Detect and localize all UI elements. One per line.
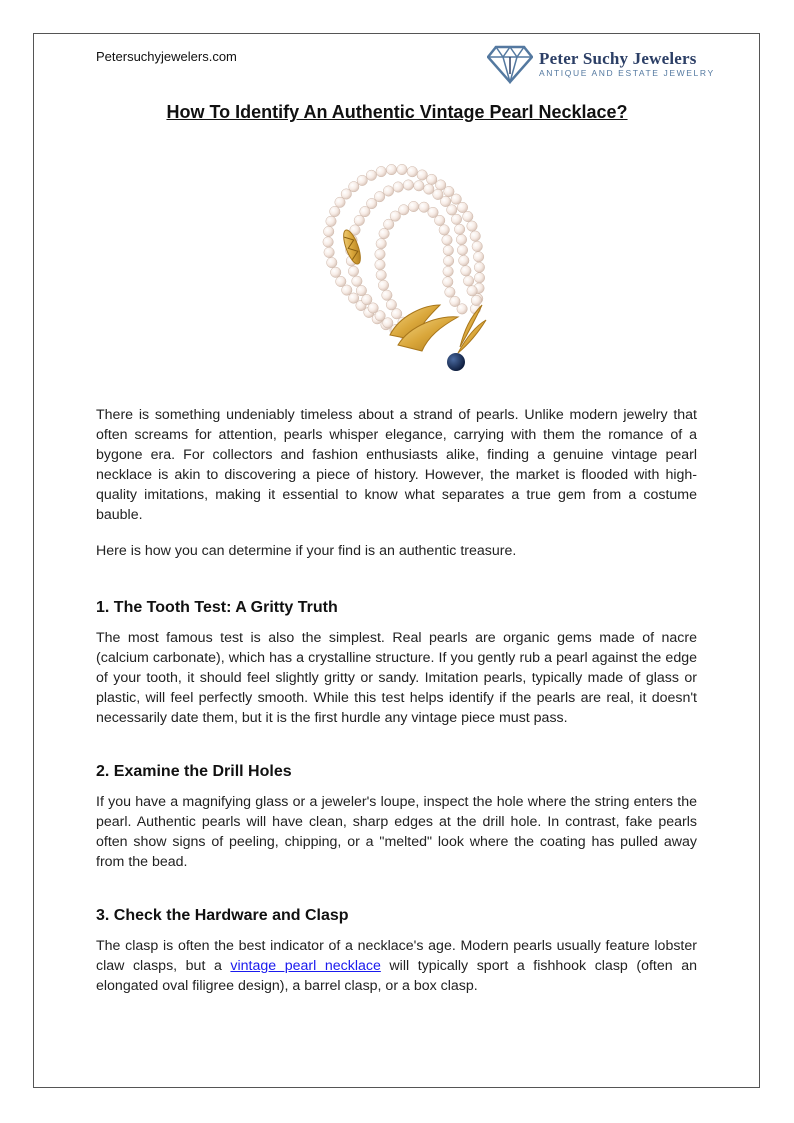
pearl-bead <box>326 216 336 226</box>
pearl-bead <box>390 211 400 221</box>
pearl-bead <box>366 170 376 180</box>
pearl-bead <box>439 225 449 235</box>
site-name: Petersuchyjewelers.com <box>96 49 237 64</box>
pearl-bead <box>427 174 437 184</box>
pearl-bead <box>383 186 393 196</box>
pearl-bead <box>331 267 341 277</box>
pearl-bead <box>461 266 471 276</box>
logo-tagline: ANTIQUE AND ESTATE JEWELRY <box>539 68 715 78</box>
pearl-bead <box>324 226 334 236</box>
section-heading-1: 1. The Tooth Test: A Gritty Truth <box>96 599 338 616</box>
logo-name: Peter Suchy Jewelers <box>539 49 697 68</box>
section-heading-2: 2. Examine the Drill Holes <box>96 763 292 780</box>
pearl-bead <box>357 175 367 185</box>
section-body-3 <box>96 936 697 996</box>
sapphire-stone <box>447 353 465 371</box>
pearl-bead <box>368 303 378 313</box>
pearl-bead <box>445 287 455 297</box>
pearl-bead <box>374 192 384 202</box>
pearl-bead <box>440 196 450 206</box>
vintage-pearl-necklace-link[interactable]: vintage pearl necklace <box>230 958 381 974</box>
pearl-bead <box>451 214 461 224</box>
pearl-bead <box>356 285 366 295</box>
pearl-bead <box>327 257 337 267</box>
pearl-bead <box>435 215 445 225</box>
pearl-bead <box>382 290 392 300</box>
section-body-3-start: The clasp is often the best indicator of a necklace's age. Modern pearls usually feature lobster claw clasps, but a <box>96 938 697 974</box>
pearl-bead <box>362 294 372 304</box>
brand-logo[interactable] <box>487 44 715 86</box>
pearl-bead <box>386 300 396 310</box>
pearl-bead <box>443 245 453 255</box>
pearl-bead <box>474 262 484 272</box>
pearl-bead <box>419 202 429 212</box>
pearl-bead <box>414 181 424 191</box>
section-body-1: The most famous test is also the simplest. Real pearls are organic gems made of nacre (calcium carbonate), which has a crystalline structure. If you gently rub a pearl against the edge of your tooth, it should feel slightly gritty or sandy. Imitation pearls, typically made of glass or plastic, will feel perfectly smooth. While this test helps identify if the pearls are real, it doesn't necessarily date them, but it is the first hurdle any vintage piece must pass. <box>96 630 697 726</box>
pearl-bead <box>324 247 334 257</box>
pearl-bead <box>443 266 453 276</box>
pearl-bead <box>473 252 483 262</box>
diamond-logo-icon <box>487 44 533 84</box>
pearl-bead <box>463 211 473 221</box>
intro-paragraph: There is something undeniably timeless about a strand of pearls. Unlike modern jewelry that often screams for attention, pearls whisper elegance, carrying with them the romance of a bygone era. For collectors and fashion enthusiasts alike, finding a genuine vintage pearl necklace is akin to discovering a piece of history. However, the market is flooded with high-quality imitations, making it essential to know what separates a true gem from a costume bauble. <box>96 407 697 523</box>
pearl-bead <box>457 304 467 314</box>
pearl-bead <box>474 273 484 283</box>
pearl-bead <box>447 205 457 215</box>
pearl-bead <box>386 164 396 174</box>
pearl-bead <box>354 215 364 225</box>
pearl-bead <box>397 164 407 174</box>
page-title: How To Identify An Authentic Vintage Pearl Necklace? <box>166 102 628 122</box>
pearl-bead <box>463 276 473 286</box>
pearl-bead <box>378 280 388 290</box>
pearl-bead <box>408 201 418 211</box>
pearl-bead <box>407 167 417 177</box>
section-body-3-end: will typically sport a fishhook clasp (often an elongated oval filigree design), a barrel clasp, or a box clasp. <box>96 958 698 994</box>
section-body-2: If you have a magnifying glass or a jeweler's loupe, inspect the hole where the string enters the pearl. Authentic pearls will have clean, sharp edges at the drill hole. In contrast, fake pearls often show signs of peeling, chipping, or a "melted" look where the coating has pulled away from the bead. <box>96 794 697 870</box>
section-heading-3: 3. Check the Hardware and Clasp <box>96 907 349 924</box>
pearl-bead <box>459 255 469 265</box>
pearl-bead <box>417 170 427 180</box>
pearl-bead <box>376 239 386 249</box>
pearl-bead <box>348 266 358 276</box>
pearl-bead <box>375 249 385 259</box>
pearl-bead <box>456 234 466 244</box>
pearl-bead <box>330 206 340 216</box>
pearl-bead <box>393 182 403 192</box>
pearl-bead <box>442 235 452 245</box>
pearl-bead <box>392 309 402 319</box>
pearl-bead <box>472 241 482 251</box>
pearl-necklace-image <box>290 155 510 385</box>
pearl-bead <box>467 286 477 296</box>
pearl-bead <box>443 256 453 266</box>
pearl-bead <box>467 221 477 231</box>
pearl-bead <box>352 276 362 286</box>
pearl-bead <box>470 231 480 241</box>
pearl-bead <box>443 277 453 287</box>
pearl-bead <box>323 237 333 247</box>
pearl-bead <box>454 224 464 234</box>
pearl-bead <box>471 295 481 305</box>
pearl-bead <box>399 205 409 215</box>
pearl-bead <box>336 276 346 286</box>
pearl-bead <box>342 285 352 295</box>
pearl-bead <box>375 260 385 270</box>
pearl-bead <box>376 270 386 280</box>
pearl-bead <box>349 182 359 192</box>
pearl-bead <box>457 245 467 255</box>
pearl-bead <box>403 180 413 190</box>
pearl-bead <box>376 166 386 176</box>
pearl-bead <box>457 202 467 212</box>
pearl-bead <box>379 228 389 238</box>
pearl-bead <box>424 184 434 194</box>
lead-paragraph: Here is how you can determine if your find is an authentic treasure. <box>96 543 517 559</box>
gold-clasp <box>340 228 364 266</box>
